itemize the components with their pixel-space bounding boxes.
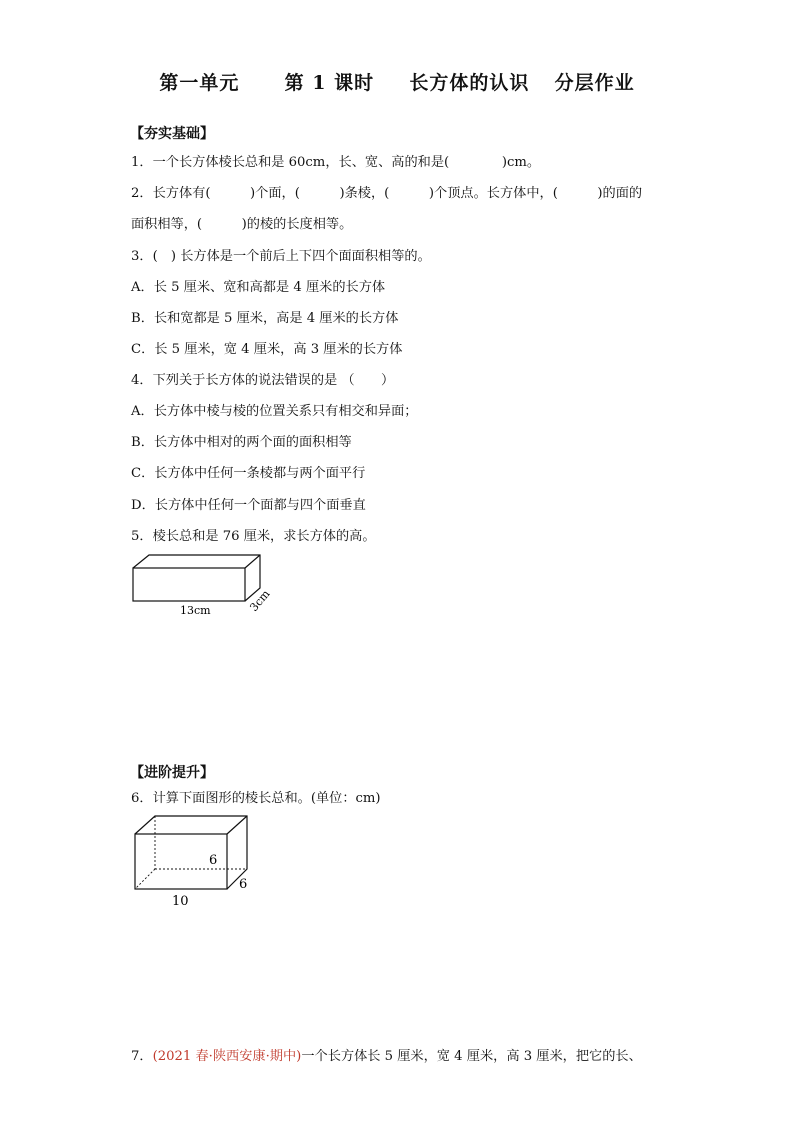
question-4-option-b: B．长方体中相对的两个面的面积相等 bbox=[131, 435, 352, 450]
figure-2-height-label: 6 bbox=[209, 853, 218, 868]
question-2-line-2: 面积相等，( )的棱的长度相等。 bbox=[131, 217, 353, 232]
figure-1-length-label: 13cm bbox=[180, 604, 211, 617]
question-7-number: 7． bbox=[131, 1049, 153, 1064]
cuboid-figure-2 bbox=[125, 808, 265, 908]
title-lesson: 第 1 课时 bbox=[284, 72, 375, 94]
question-2-line-1: 2．长方体有( )个面，( )条棱，( )个顶点。长方体中，( )的面的 bbox=[131, 186, 643, 201]
question-7-text: 一个长方体长 5 厘米，宽 4 厘米，高 3 厘米，把它的长、 bbox=[301, 1049, 642, 1064]
question-3-option-b: B．长和宽都是 5 厘米，高是 4 厘米的长方体 bbox=[131, 311, 399, 326]
question-5: 5．棱长总和是 76 厘米，求长方体的高。 bbox=[131, 529, 376, 544]
question-3-option-c: C．长 5 厘米，宽 4 厘米，高 3 厘米的长方体 bbox=[131, 342, 403, 357]
question-4-option-d: D．长方体中任何一个面都与四个面垂直 bbox=[131, 498, 366, 513]
question-7 bbox=[131, 1045, 642, 1064]
cuboid-figure-1 bbox=[125, 550, 285, 620]
title-topic: 长方体的认识 bbox=[409, 72, 530, 94]
question-7-source: (2021 春·陕西安康·期中) bbox=[152, 1049, 302, 1064]
question-6: 6．计算下面图形的棱长总和。(单位：cm) bbox=[131, 791, 381, 806]
question-4-option-a: A．长方体中棱与棱的位置关系只有相交和异面； bbox=[131, 404, 418, 419]
page-title bbox=[0, 68, 794, 95]
question-4-option-c: C．长方体中任何一条棱都与两个面平行 bbox=[131, 466, 366, 481]
section-advanced: 【进阶提升】 bbox=[130, 765, 214, 781]
figure-2-width-label: 6 bbox=[239, 877, 248, 892]
section-basic: 【夯实基础】 bbox=[130, 126, 214, 142]
question-4: 4．下列关于长方体的说法错误的是 （ ） bbox=[131, 373, 395, 388]
title-kind: 分层作业 bbox=[554, 72, 635, 94]
figure-1-width-label: 3cm bbox=[247, 587, 273, 614]
question-3: 3．( ) 长方体是一个前后上下四个面面积相等的。 bbox=[131, 249, 431, 264]
figure-2-length-label: 10 bbox=[172, 894, 189, 908]
question-1: 1．一个长方体棱长总和是 60cm，长、宽、高的和是( )cm。 bbox=[131, 155, 541, 170]
title-unit: 第一单元 bbox=[159, 72, 240, 94]
question-3-option-a: A．长 5 厘米、宽和高都是 4 厘米的长方体 bbox=[131, 280, 386, 295]
